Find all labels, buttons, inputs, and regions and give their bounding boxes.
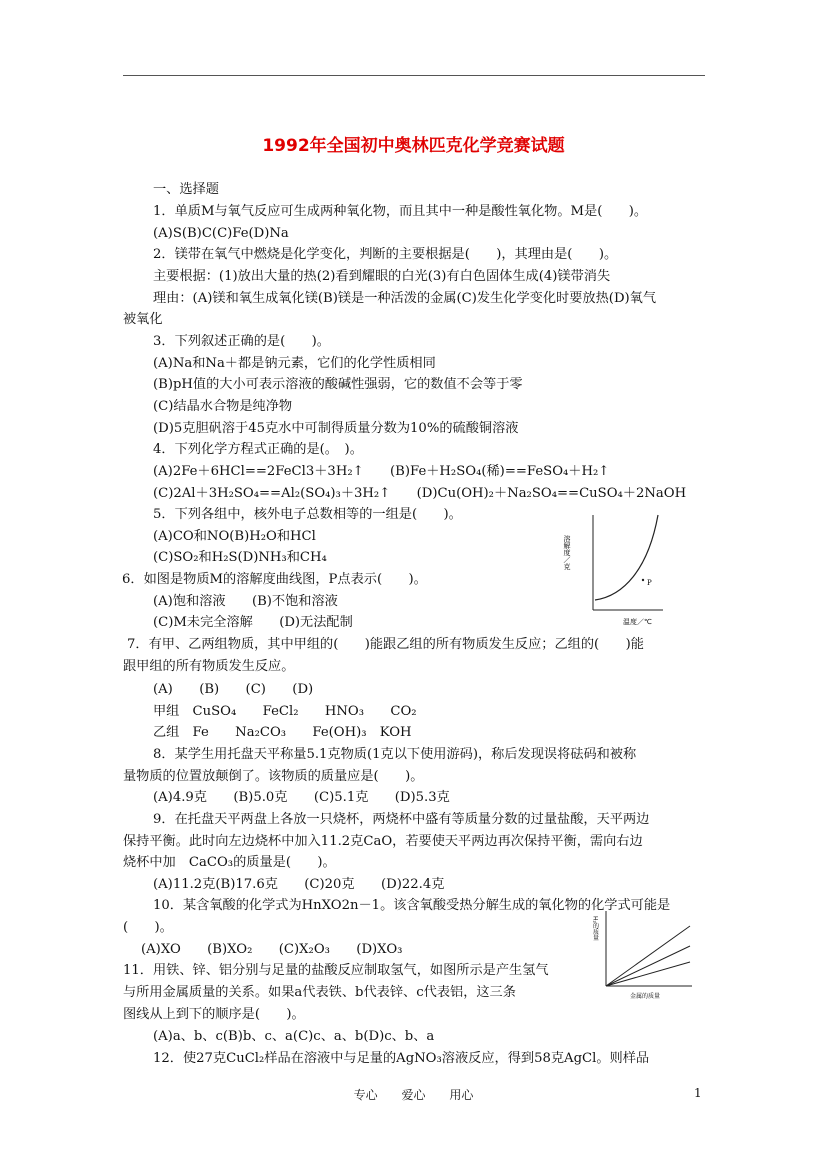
footer <box>0 1086 827 1103</box>
footer-item: 爱心 <box>401 1088 426 1102</box>
page-title: 1992年全国初中奥林匹克化学竞赛试题 <box>262 136 565 156</box>
text-line: 图线从上到下的顺序是( )。 <box>123 1007 305 1022</box>
text-line: (A)饱和溶液 (B)不饱和溶液 <box>153 594 338 609</box>
text-line: 主要根据：(1)放出大量的热(2)看到耀眼的白光(3)有白色固体生成(4)镁带消失 <box>153 269 611 284</box>
text-line: (A)S(B)C(C)Fe(D)Na <box>153 226 289 241</box>
text-line: 理由：(A)镁和氧生成氧化镁(B)镁是一种活泼的金属(C)发生化学变化时要放热(D)氧气 <box>153 291 657 306</box>
text-line: 9．在托盘天平两盘上各放一只烧杯，两烧杯中盛有等质量分数的过量盐酸，天平两边 <box>153 812 650 827</box>
text-line: (A)a、b、c(B)b、c、a(C)c、a、b(D)c、b、a <box>153 1029 435 1044</box>
y-axis-label: H₂的质量 <box>592 916 599 941</box>
text-line: 保持平衡。此时向左边烧杯中加入11.2克CaO，若要使天平两边再次保持平衡，需向右边 <box>123 834 643 849</box>
text-line: 7．有甲、乙两组物质，其中甲组的( )能跟乙组的所有物质发生反应；乙组的( )能 <box>127 637 644 652</box>
text-line: (A)4.9克 (B)5.0克 (C)5.1克 (D)5.3克 <box>153 790 450 805</box>
solubility-curve <box>595 515 658 600</box>
text-line: (A)XO (B)XO₂ (C)X₂O₃ (D)XO₃ <box>141 942 403 957</box>
text-line: 10．某含氧酸的化学式为HnXO2n－1。该含氧酸受热分解生成的氧化物的化学式可能是 <box>153 898 671 913</box>
text-line: 4．下列化学方程式正确的是(。 )。 <box>153 442 363 457</box>
text-line: 与所用金属质量的关系。如果a代表铁、b代表锌、c代表铝，这三条 <box>123 985 516 1000</box>
text-line: (C)2Al＋3H₂SO₄==Al₂(SO₄)₃＋3H₂↑ (D)Cu(OH)₂＋Na₂SO₄==CuSO₄＋2NaOH <box>153 486 687 501</box>
point-p <box>642 579 644 581</box>
text-line: (C)结晶水合物是纯净物 <box>153 399 293 414</box>
x-axis-label: 温度／℃ <box>623 618 652 626</box>
text-line: 量物质的位置放颠倒了。该物质的质量应是( )。 <box>123 769 424 784</box>
footer-item: 专心 <box>353 1088 378 1102</box>
text-line: (C)M未完全溶解 (D)无法配制 <box>153 615 353 630</box>
text-line: (A)11.2克(B)17.6克 (C)20克 (D)22.4克 <box>153 877 445 892</box>
x-axis-label: 金属的质量 <box>630 993 661 1000</box>
footer-item: 用心 <box>449 1088 474 1102</box>
text-line: 烧杯中加 CaCO₃的质量是( )。 <box>123 855 336 870</box>
text-line: 3．下列叙述正确的是( )。 <box>153 334 330 349</box>
text-line: 1．单质M与氧气反应可生成两种氧化物，而且其中一种是酸性氧化物。M是( )。 <box>153 204 648 219</box>
text-line: (A)Na和Na＋都是钠元素，它们的化学性质相同 <box>153 356 436 371</box>
header-rule <box>123 75 705 76</box>
solubility-curve-figure <box>563 510 673 630</box>
point-label: P <box>647 579 652 587</box>
page-number: 1 <box>694 1086 702 1100</box>
text-line: 11．用铁、锌、铝分别与足量的盐酸反应制取氢气，如图所示是产生氢气 <box>123 963 549 978</box>
text-line: 8．某学生用托盘天平称量5.1克物质(1克以下使用游码)，称后发现误将砝码和被称 <box>153 747 637 762</box>
text-line: (A) (B) (C) (D) <box>153 682 314 697</box>
text-line: 乙组 Fe Na₂CO₃ Fe(OH)₃ KOH <box>153 725 412 740</box>
text-line: 2．镁带在氧气中燃烧是化学变化，判断的主要根据是( )，其理由是( )。 <box>153 247 618 262</box>
text-line: 12．使27克CuCl₂样品在溶液中与足量的AgNO₃溶液反应，得到58克AgCl。则样品 <box>153 1051 650 1066</box>
text-line: ( )。 <box>123 920 173 935</box>
text-line: 被氧化 <box>123 312 163 327</box>
y-axis-label: 溶解度／克 <box>563 535 571 570</box>
text-line: 甲组 CuSO₄ FeCl₂ HNO₃ CO₂ <box>153 704 417 719</box>
text-line: 跟甲组的所有物质发生反应。 <box>123 659 295 674</box>
line-top <box>606 926 690 986</box>
text-line: (A)CO和NO(B)H₂O和HCl <box>153 529 316 544</box>
text-line: (B)pH值的大小可表示溶液的酸碱性强弱，它的数值不会等于零 <box>153 377 523 392</box>
text-line: (A)2Fe＋6HCl==2FeCl3＋3H₂↑ (B)Fe＋H₂SO₄(稀)==FeSO₄＋H₂↑ <box>153 464 610 479</box>
text-line: (D)5克胆矾溶于45克水中可制得质量分数为10%的硫酸铜溶液 <box>153 421 519 436</box>
text-line: 一、选择题 <box>153 182 219 197</box>
text-line: 5．下列各组中，核外电子总数相等的一组是( )。 <box>153 507 462 522</box>
text-line: (C)SO₂和H₂S(D)NH₃和CH₄ <box>153 550 327 565</box>
hydrogen-mass-figure <box>592 906 702 1001</box>
text-line: 6．如图是物质M的溶解度曲线图，P点表示( )。 <box>122 572 427 587</box>
